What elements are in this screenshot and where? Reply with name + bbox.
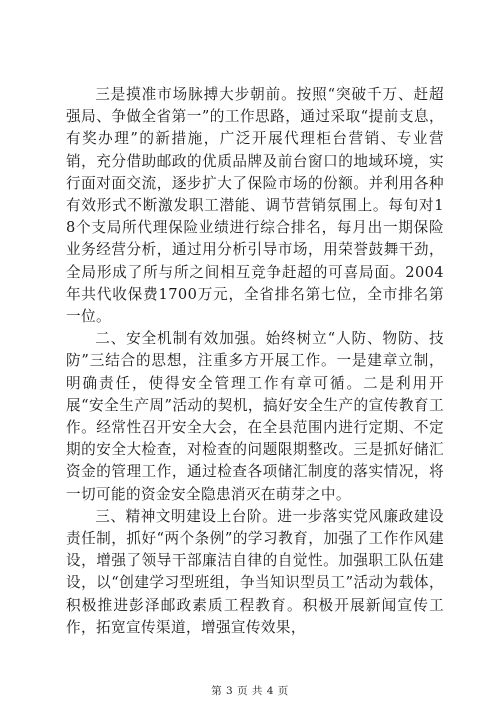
page-footer: 第 3 页 共 4 页 [211, 685, 289, 697]
document-body [66, 84, 444, 639]
paragraph-market: 三是摸准市场脉搏大步朝前。按照“突破千万、赶超强局、争做全省第一”的工作思路，通过采取“提前支息，有奖办理”的新措施，广泛开展代理柜台营销、专业营销，充分借助邮政的优质品牌及前台窗口的地域环境，实行面对面交流，逐步扩大了保险市场的份额。并利用各种有效形式不断激发职工潜能、调节营销氛围上。每旬对18个支局所代理保险业绩进行综合排名，每月出一期保险业务经营分析，通过用分析引导市场，用荣誉鼓舞干劲，全局形成了所与所之间相互竞争赶超的可喜局面。2004年共代收保费1700万元，全省排名第七位，全市排名第一位。 [66, 86, 444, 326]
paragraph-safety: 二、安全机制有效加强。始终树立“人防、物防、技防”三结合的思想，注重多方开展工作。一是建章立制，明确责任，使得安全管理工作有章可循。二是利用开展“安全生产周”活动的契机，搞好安全生产的宣传教育工作。经常性召开安全大会，在全县范围内进行定期、不定期的安全大检查，对检查的问题限期整改。三是抓好储汇资金的管理工作，通过检查各项储汇制度的落实情况，将一切可能的资金安全隐患消灭在萌芽之中。 [66, 330, 444, 503]
paragraph-civilization: 三、精神文明建设上台阶。进一步落实党风廉政建设责任制，抓好“两个条例”的学习教育，加强了工作作风建设，增强了领导干部廉洁自律的自觉性。加强职工队伍建设，以“创建学习型班组，争当知识型员工”活动为载体，积极推进彭泽邮政素质工程教育。积极开展新闻宣传工作，拓宽宣传渠道，增强宣传效果， [66, 507, 444, 636]
